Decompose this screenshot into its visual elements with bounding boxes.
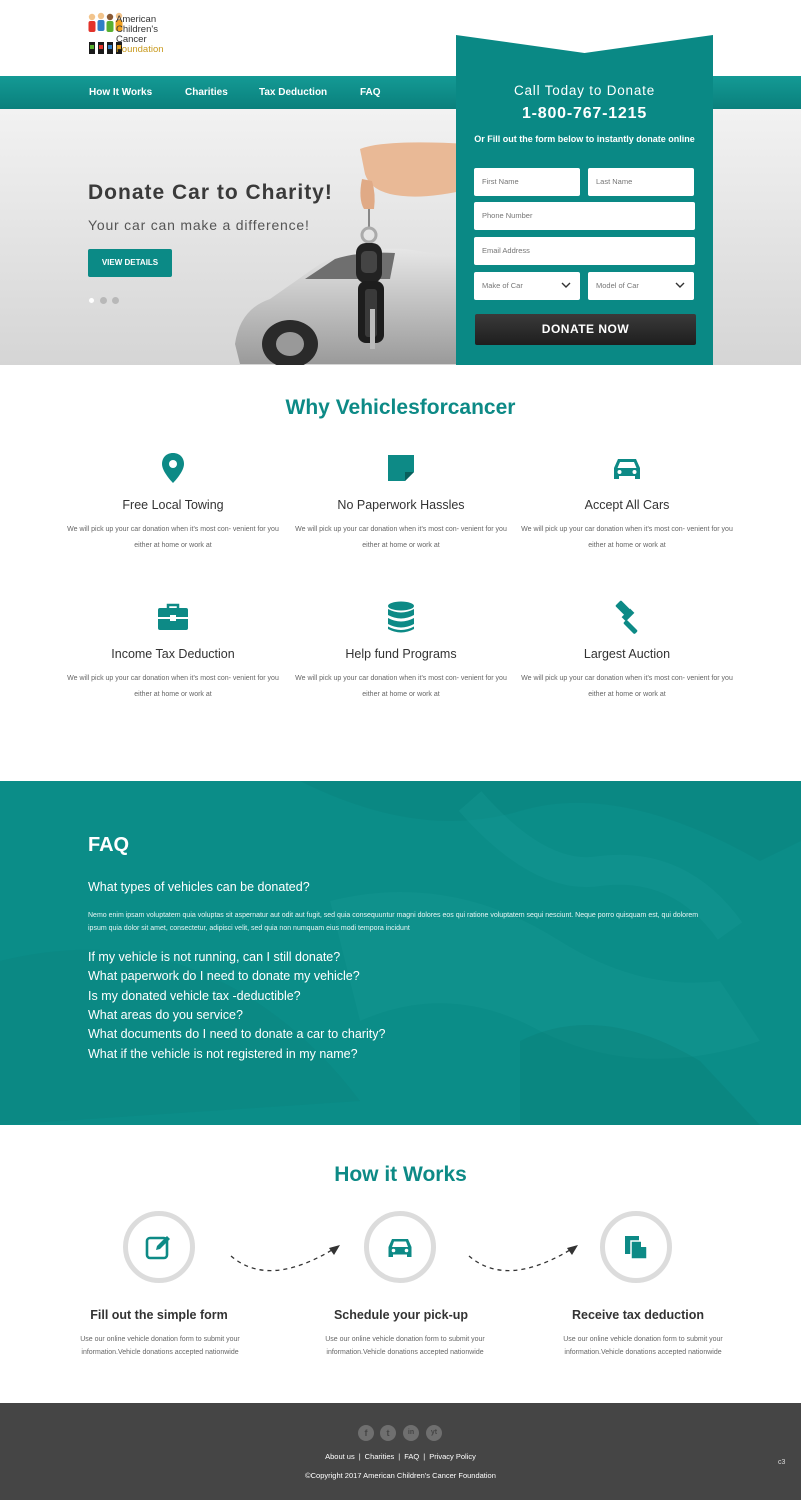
phone-number-input[interactable]: [474, 202, 695, 230]
footer-link-charities[interactable]: Charities: [364, 1452, 395, 1461]
slider-dot-3[interactable]: [112, 297, 119, 304]
faq-question[interactable]: Is my donated vehicle tax -deductible?: [88, 989, 301, 1003]
edit-form-icon: [145, 1233, 173, 1261]
footer-link-privacy[interactable]: Privacy Policy: [429, 1452, 476, 1461]
feature-title: No Paperwork Hassles: [337, 498, 465, 512]
step-2-description: Use our online vehicle donation form to submit your information.Vehicle donations accepted nationwide: [325, 1336, 485, 1356]
feature-description: We will pick up your car donation when it's most con- venient for you either at home or work at: [521, 526, 733, 549]
step-3-title: Receive tax deduction: [572, 1308, 704, 1322]
form-intro-text: Or Fill out the form below to instantly donate online: [474, 134, 695, 144]
feature-title: Help fund Programs: [345, 647, 457, 661]
hero-title: Donate Car to Charity!: [88, 181, 333, 204]
step-3-description: Use our online vehicle donation form to submit your information.Vehicle donations accepted nationwide: [563, 1336, 723, 1356]
model-of-car-select[interactable]: [588, 272, 694, 300]
facebook-icon[interactable]: f: [358, 1425, 374, 1441]
twitter-icon[interactable]: t: [380, 1425, 396, 1441]
footer-separator: |: [358, 1452, 361, 1461]
faq-question[interactable]: If my vehicle is not running, can I still donate?: [88, 950, 341, 964]
feature-title: Free Local Towing: [122, 498, 224, 512]
briefcase-icon: [155, 599, 191, 635]
logo-line-2: Children's: [116, 24, 158, 35]
step-2-title: Schedule your pick-up: [333, 1308, 469, 1322]
chevron-down-icon: [561, 280, 571, 290]
call-today-text: Call Today to Donate: [513, 83, 656, 98]
nav-faq[interactable]: FAQ: [360, 87, 381, 98]
step-1-description: Use our online vehicle donation form to submit your information.Vehicle donations accepted nationwide: [80, 1336, 240, 1356]
footer-separator: |: [398, 1452, 401, 1461]
slider-dot-2[interactable]: [100, 297, 107, 304]
feature-description: We will pick up your car donation when it's most con- venient for you either at home or work at: [67, 675, 279, 698]
faq-title: FAQ: [88, 834, 130, 856]
nav-charities[interactable]: Charities: [185, 87, 228, 98]
feature-description: We will pick up your car donation when it's most con- venient for you either at home or work at: [67, 526, 279, 549]
document-icon: [622, 1233, 650, 1261]
slider-dot-1[interactable]: [88, 297, 95, 304]
model-of-car-value: Model of Car: [596, 281, 639, 290]
first-name-input[interactable]: [474, 168, 580, 196]
site-footer: [0, 1403, 801, 1500]
logo-line-4: Foundation: [116, 44, 164, 55]
faq-question[interactable]: What areas do you service?: [88, 1008, 243, 1022]
dashed-arrow-icon: [228, 1240, 344, 1280]
view-details-button[interactable]: VIEW DETAILS: [88, 249, 172, 277]
map-pin-icon: [155, 450, 191, 486]
database-icon: [383, 599, 419, 635]
gavel-icon: [609, 599, 645, 635]
nav-tax-deduction[interactable]: Tax Deduction: [259, 87, 328, 98]
footer-link-about[interactable]: About us: [325, 1452, 355, 1461]
feature-description: We will pick up your car donation when it's most con- venient for you either at home or work at: [521, 675, 733, 698]
logo-line-1: American: [116, 14, 157, 25]
footer-separator: |: [423, 1452, 426, 1461]
dashed-arrow-icon: [466, 1240, 582, 1280]
feature-description: We will pick up your car donation when it's most con- venient for you either at home or work at: [295, 526, 507, 549]
email-address-input[interactable]: [474, 237, 695, 265]
footer-links: [0, 1452, 801, 1461]
make-of-car-select[interactable]: [474, 272, 580, 300]
step-1-title: Fill out the simple form: [90, 1308, 228, 1322]
logo-wordmark: [116, 15, 164, 55]
donate-now-button[interactable]: DONATE NOW: [475, 314, 696, 345]
feature-title: Income Tax Deduction: [111, 647, 235, 661]
faq-question-open[interactable]: What types of vehicles can be donated?: [88, 880, 310, 894]
car-icon: [386, 1233, 414, 1261]
chevron-down-icon: [675, 280, 685, 290]
faq-section: [0, 781, 801, 1125]
footer-link-faq[interactable]: FAQ: [404, 1452, 420, 1461]
make-of-car-value: Make of Car: [482, 281, 523, 290]
step-2-circle: [364, 1211, 436, 1283]
youtube-icon[interactable]: yt: [426, 1425, 442, 1441]
how-it-works-title: How it Works: [334, 1163, 467, 1186]
nav-how-it-works[interactable]: How It Works: [89, 87, 153, 98]
faq-answer: Nemo enim ipsam voluptatem quia voluptas sit aspernatur aut odit aut fugit, sed quia consequuntur magni dolores eos qui ratione voluptatem sequi nesciunt. Neque porro quisquam est, qui dolorem ipsum quia dolor sit amet, consectetur, adipisci velit, sed quia non numquam eius modi tempora incidunt: [88, 912, 699, 932]
step-1-circle: [123, 1211, 195, 1283]
car-icon: [609, 450, 645, 486]
faq-question[interactable]: What documents do I need to donate a car to charity?: [88, 1027, 386, 1041]
why-section-title: Why Vehiclesforcancer: [285, 396, 516, 419]
feature-title: Largest Auction: [583, 647, 671, 661]
footer-copyright: ©Copyright 2017 American Children's Cancer Foundation: [305, 1471, 496, 1480]
corner-tag: c3: [778, 1459, 786, 1466]
brand-logo[interactable]: [86, 12, 176, 64]
faq-question[interactable]: What paperwork do I need to donate my vehicle?: [88, 969, 360, 983]
step-3-circle: [600, 1211, 672, 1283]
hero-subtitle: Your car can make a difference!: [88, 217, 310, 233]
sticky-note-icon: [383, 450, 419, 486]
last-name-input[interactable]: [588, 168, 694, 196]
faq-question[interactable]: What if the vehicle is not registered in my name?: [88, 1047, 358, 1061]
logo-line-3: Cancer: [116, 34, 147, 45]
donate-panel: [456, 35, 713, 365]
linkedin-icon[interactable]: in: [403, 1425, 419, 1441]
feature-description: We will pick up your car donation when it's most con- venient for you either at home or work at: [295, 675, 507, 698]
donate-phone-number[interactable]: 1-800-767-1215: [521, 105, 648, 122]
feature-title: Accept All Cars: [584, 498, 670, 512]
car-keys-image: [230, 139, 470, 365]
